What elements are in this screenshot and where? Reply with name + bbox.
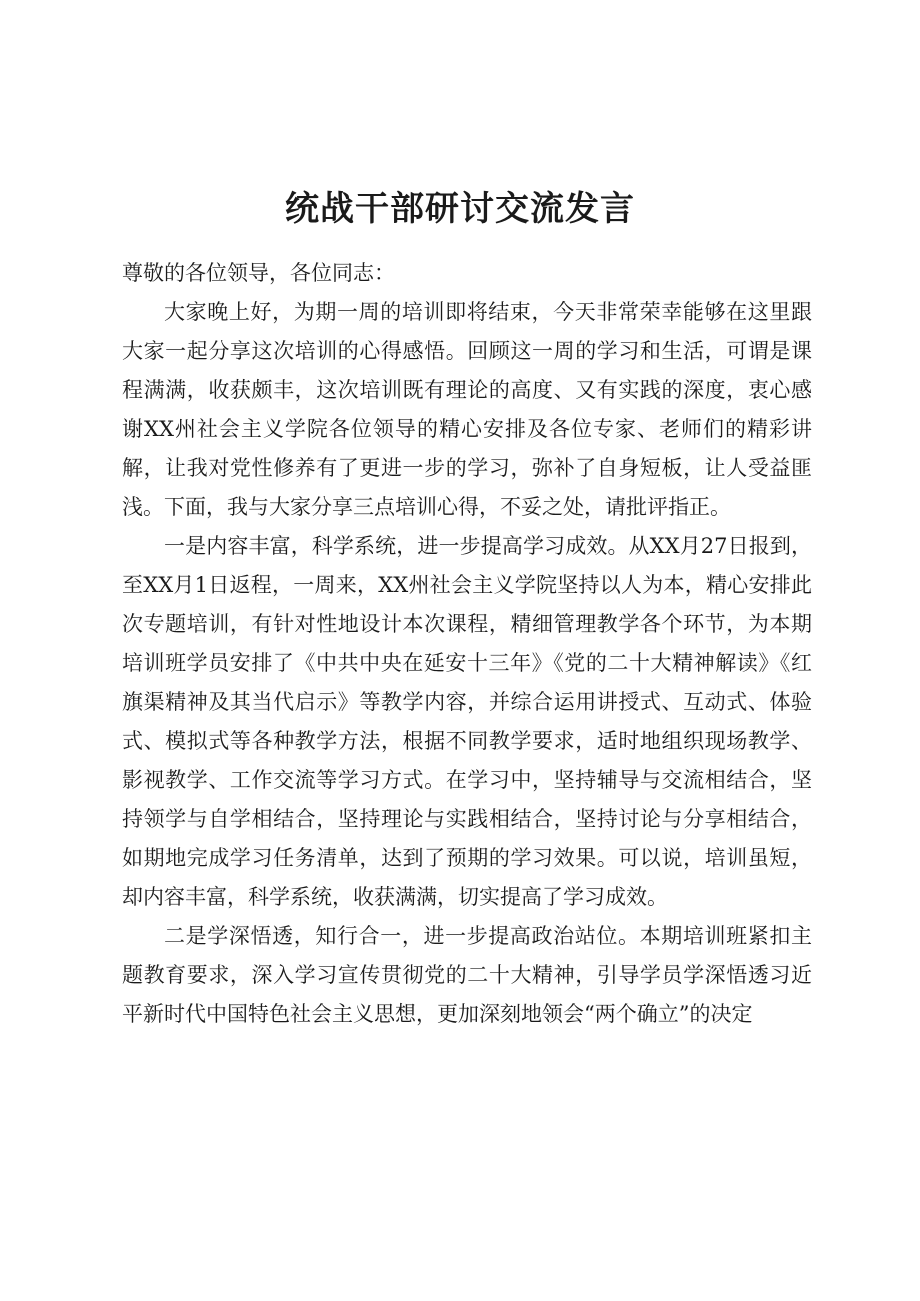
paragraph-intro: 大家晚上好，为期一周的培训即将结束，今天非常荣幸能够在这里跟大家一起分享这次培训的心得感悟。回顾这一周的学习和生活，可谓是课程满满，收获颇丰，这次培训既有理论的高度、又有实践的深度，衷心感谢XX州社会主义学院各位领导的精心安排及各位专家、老师们的精彩讲解，让我对党性修养有了更进一步的学习，弥补了自身短板，让人受益匪浅。下面，我与大家分享三点培训心得，不妥之处，请批评指正。 [122,300,812,519]
paragraph-point-one: 一是内容丰富，科学系统，进一步提高学习成效。从XX月27日报到，至XX月1日返程，一周来，XX州社会主义学院坚持以人为本，精心安排此次专题培训，有针对性地设计本次课程，精细管理教学各个环节，为本期培训班学员安排了《中共中央在延安十三年》《党的二十大精神解读》《红旗渠精神及其当代启示》等教学内容，并综合运用讲授式、互动式、体验式、模拟式等各种教学方法，根据不同教学要求，适时地组织现场教学、影视教学、工作交流等学习方式。在学习中，坚持辅导与交流相结合，坚持领学与自学相结合，坚持理论与实践相结合，坚持讨论与分享相结合，如期地完成学习任务清单，达到了预期的学习效果。可以说，培训虽短，却内容丰富，科学系统，收获满满，切实提高了学习成效。 [122,534,812,909]
salutation: 尊敬的各位领导，各位同志： [122,261,395,285]
document-title: 统战干部研讨交流发言 [285,188,635,229]
document-body [122,254,812,1034]
paragraph-point-two: 二是学深悟透，知行合一，进一步提高政治站位。本期培训班紧扣主题教育要求，深入学习宣传贯彻党的二十大精神，引导学员学深悟透习近平新时代中国特色社会主义思想，更加深刻地领会“两个确立”的决定 [122,924,812,1026]
